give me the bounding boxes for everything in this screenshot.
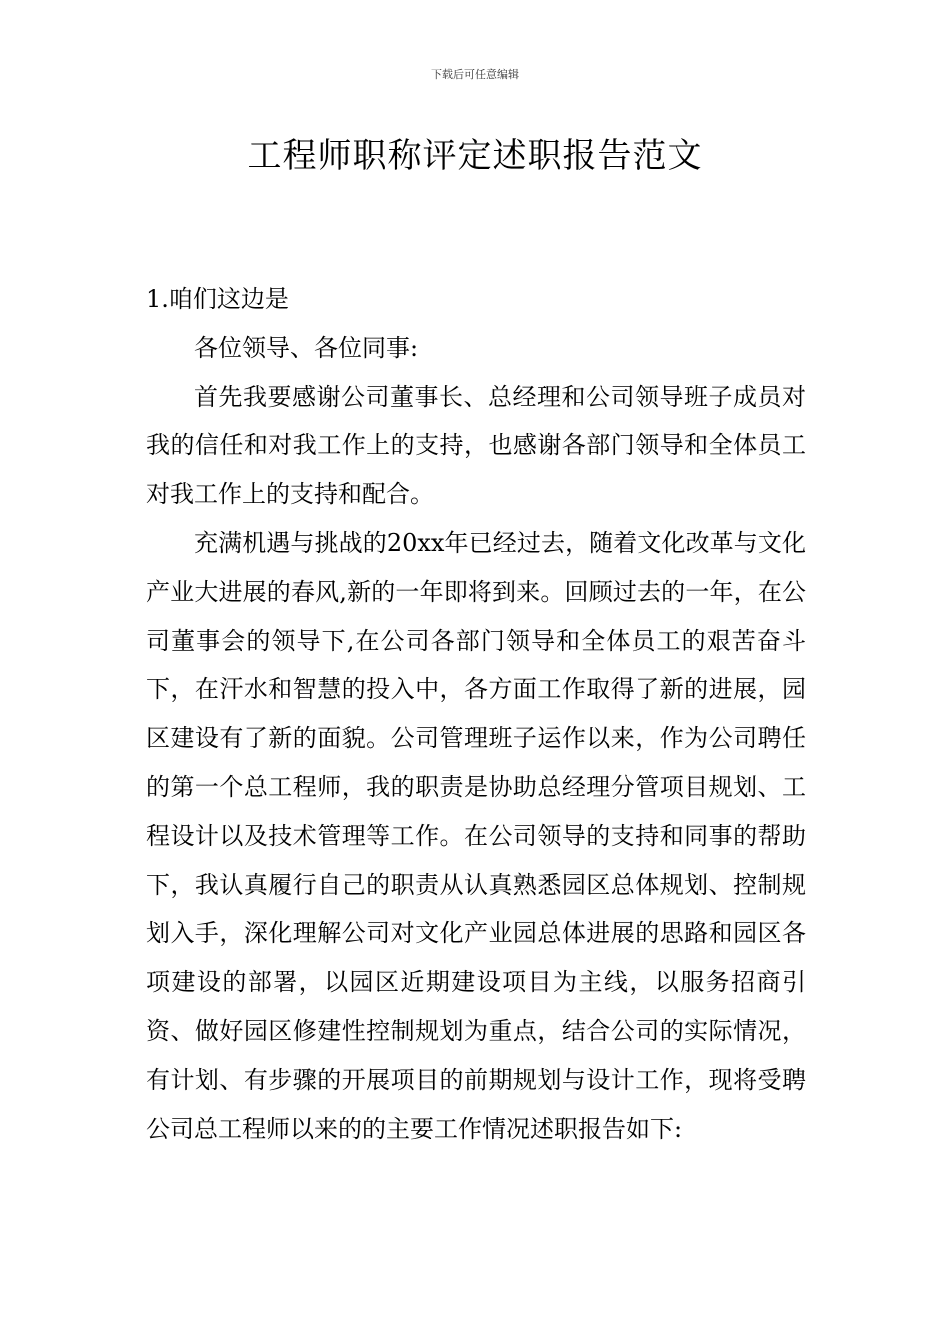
salutation-paragraph: 各位领导、各位同事: bbox=[194, 333, 419, 362]
review-paragraph: 充满机遇与挑战的20xx年已经过去，随着文化改革与文化产业大进展的春风,新的一年即将到来。回顾过去的一年，在公司董事会的领导下,在公司各部门领导和全体员工的艰苦奋斗下，在汗水和智慧的投入中，各方面工作取得了新的进展，园区建设有了新的面貌。公司管理班子运作以来，作为公司聘任的第一个总工程师，我的职责是协助总经理分管项目规划、工程设计以及技术管理等工作。在公司领导的支持和同事的帮助下，我认真履行自己的职责从认真熟悉园区总体规划、控制规划入手，深化理解公司对文化产业园总体进展的思路和园区各项建设的部署，以园区近期建设项目为主线，以服务招商引资、做好园区修建性控制规划为重点，结合公司的实际情况，有计划、有步骤的开展项目的前期规划与设计工作，现将受聘公司总工程师以来的的主要工作情况述职报告如下: bbox=[146, 528, 806, 1143]
thanks-paragraph: 首先我要感谢公司董事长、总经理和公司领导班子成员对我的信任和对我工作上的支持，也感谢各部门领导和全体员工对我工作上的支持和配合。 bbox=[146, 382, 806, 509]
document-body bbox=[146, 275, 806, 1153]
header-note: 下载后可任意编辑 bbox=[431, 68, 519, 81]
section-heading: 1.咱们这边是 bbox=[146, 285, 289, 313]
document-title: 工程师职称评定述职报告范文 bbox=[247, 136, 703, 176]
